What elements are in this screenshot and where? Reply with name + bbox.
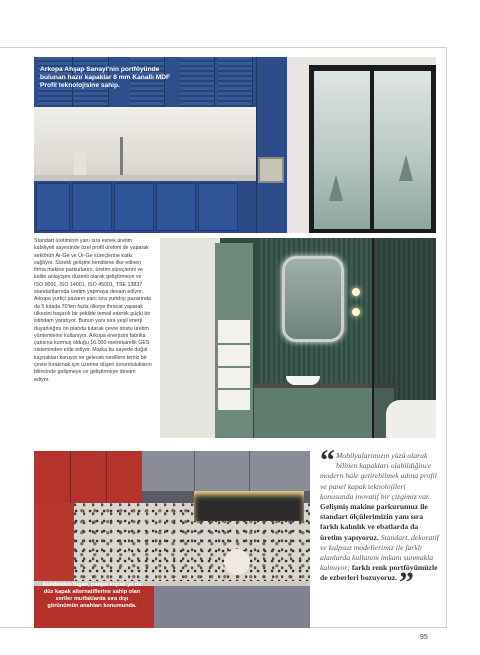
cabinet-seam xyxy=(106,451,107,503)
top-photo-caption: Arkopa Ahşap Sanayi'nin portföyünde bulunan hazır kapaklar 8 mm Kanallı MDF Profil teknolojisine sahip. xyxy=(40,66,171,89)
plate xyxy=(224,549,250,575)
lower-door xyxy=(114,183,154,231)
window-pane xyxy=(374,71,431,229)
open-quote-icon: “ xyxy=(320,444,335,477)
tree xyxy=(399,155,413,181)
shelf xyxy=(218,343,250,345)
towel-shelves xyxy=(218,320,250,410)
backsplash xyxy=(34,107,284,179)
lower-door xyxy=(36,183,70,231)
bathtub xyxy=(386,400,436,438)
faucet xyxy=(120,137,123,175)
lit-niche xyxy=(194,491,304,521)
quote-part-1: Mobilyalarımızın yüzü olarak bilinen kapakları olabildiğince modern hale getirebilmek adına profil ve panel kapak teknolojileri konusunda inovatif bir çizgimiz var. xyxy=(320,451,437,501)
bottom-photo-caption: Kendinden fugalı, panjur kapak ya da düz kapak alternatiflerine sahip olan seriler mutfaklarda sıra dışı görünümün anahtarı konumunda. xyxy=(42,582,142,609)
tree xyxy=(329,175,343,201)
grey-upper-cabinets xyxy=(142,451,310,491)
lower-door xyxy=(72,183,112,231)
quote-part-4: farklı renk portföyümüzle de ezberleri bozuyoruz. xyxy=(320,563,438,583)
pull-quote xyxy=(320,444,440,600)
window-pane xyxy=(314,71,370,229)
oven xyxy=(258,157,284,183)
page-number: 95 xyxy=(420,634,428,641)
window xyxy=(309,65,436,233)
quote-part-3: Standart, dekoratif ve kulpsuz modellerimiz ile farklı alanlarda kullanım imkanı sunmakla kalmıyor; xyxy=(320,532,439,573)
grey-lower-cabinets xyxy=(154,586,310,628)
lower-door xyxy=(156,183,196,231)
cabinet-seam xyxy=(249,451,250,491)
vase xyxy=(74,152,86,176)
shelf xyxy=(218,388,250,390)
wall-lamp xyxy=(352,308,360,316)
lower-door xyxy=(198,183,238,231)
mirror xyxy=(282,256,344,342)
red-upper-cabinets xyxy=(34,451,142,503)
louver-door xyxy=(180,57,215,107)
wall-lamp xyxy=(352,288,360,296)
tall-cabinet xyxy=(256,57,287,233)
louver-door xyxy=(218,57,253,107)
cabinet-seam xyxy=(70,451,71,503)
bathroom-wall xyxy=(160,238,220,438)
cabinet-seam xyxy=(194,451,195,491)
close-quote-icon: ” xyxy=(399,566,414,600)
green-bathroom-photo xyxy=(160,238,436,438)
quote-part-2: Gelişmiş makine parkurumuz ile standart ölçülerimizin yanı sıra farklı kalınlık ve ebatlarda da üretim yapıyoruz. xyxy=(320,502,428,542)
sink xyxy=(286,376,320,385)
body-paragraph: Standart üretiminin yanı sıra esnek üretim kabiliyeti sayesinde özel profil üretimi de yaparak sektörün Ar-Ge ve Ür-Ge süreçlerine katkı sağlıyor. Sürekli gelişimi kendisine ilke edinen firma makine parkurlarını, üretim süreçlerini ve kalite anlayışını düzenli olarak geliştirmeye ve ISO 9001, ISO 14001, ISO 45001, TSE 13837 standartlarında üretim yapmaya devam ediyor. Arkopa yurtiçi pazarın yanı sıra yurtdışı pazarında da 5 kıtada 70'ten fazla ülkeye ihracat yaparak ülkesini başarılı bir şekilde temsil ederek güçlü bir istihdam yaratıyor. Bunun yanı sıra yeşil enerji duyarlılığını ön planda tutarak çevre dostu üretim yöntemlerini kullanıyor. Arkopa enerjisini fabrika çatısına kurmuş olduğu 16.000 metrekarelik GES sisteminden elde ediyor. Marka bu sayede doğal kaynakları koruyor ve gelecek nesillere temiz bir çevre bırakmak için üzerine düşen sorumlulukların bilincinde gelişmeye ve geliştirmeye devam ediyor. xyxy=(34,238,152,383)
shelf xyxy=(218,366,250,368)
